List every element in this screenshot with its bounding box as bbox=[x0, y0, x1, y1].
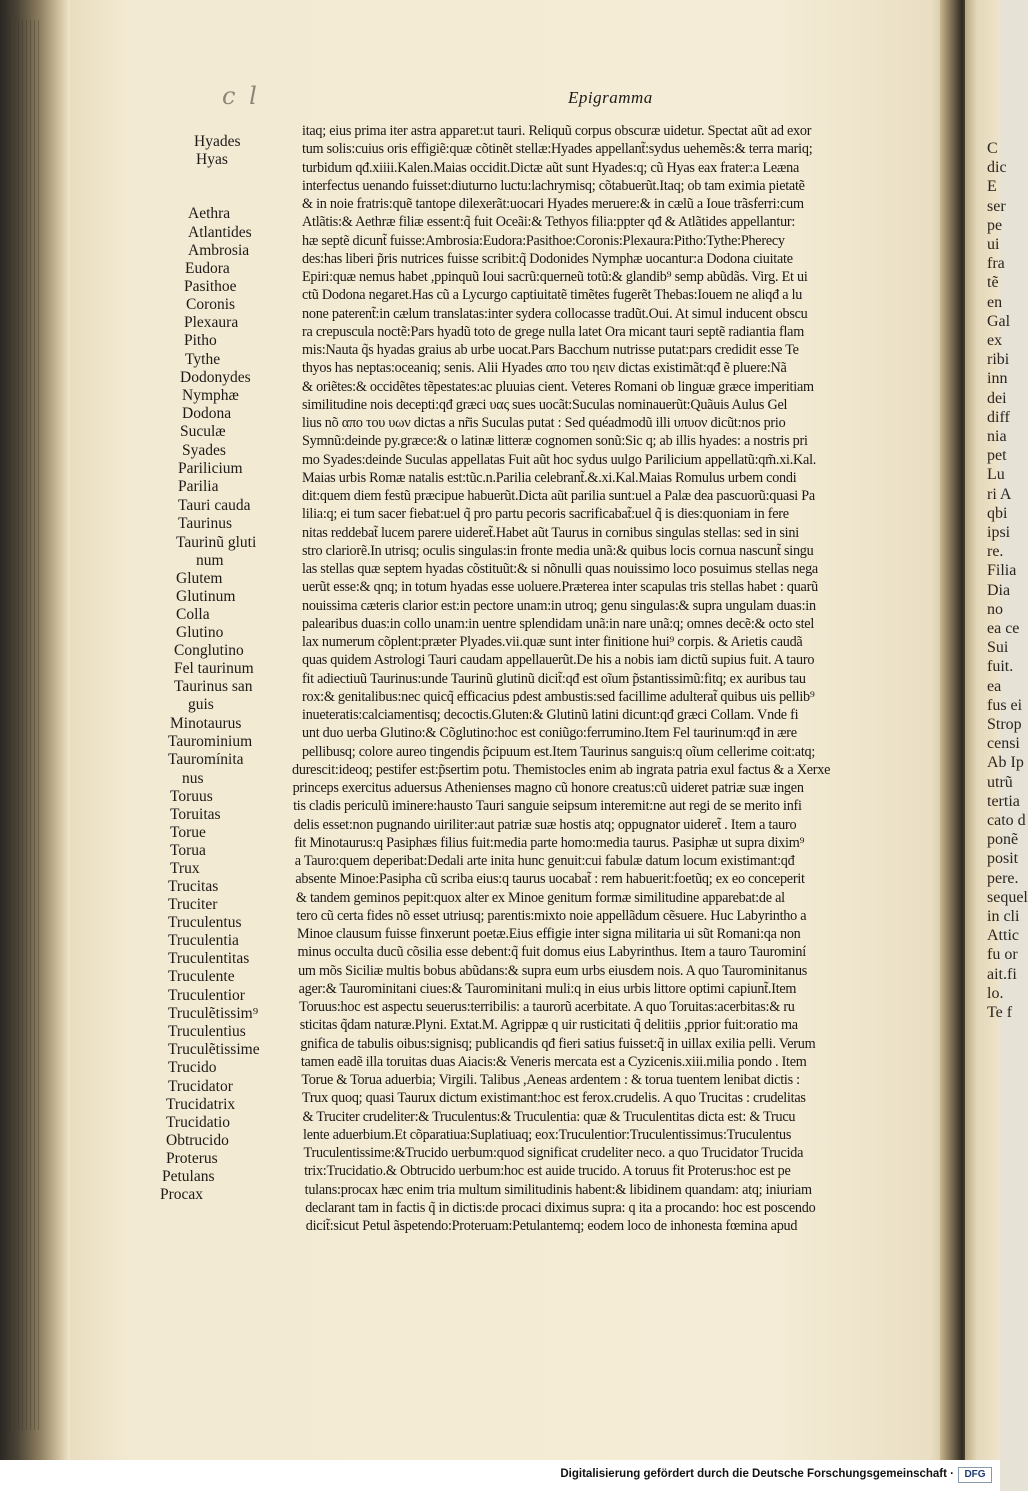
right-page-text: ponẽ bbox=[987, 831, 1019, 849]
margin-note: Tauromínita bbox=[168, 751, 244, 768]
right-page-text: re. bbox=[987, 543, 1004, 561]
page-edges bbox=[10, 20, 40, 1430]
footer-bar bbox=[0, 1460, 1000, 1491]
body-line: & tandem geminos pepit:quox alter ex Minoe genitum formæ similitudine apparebat:de al bbox=[295, 889, 785, 906]
body-line: nouissima cæteris clarior est:in pectore unam:in utroq; genu singulas:& supra ungulam duas:in bbox=[302, 597, 816, 614]
margin-note: Suculæ bbox=[180, 423, 226, 440]
right-page-text: sequel bbox=[987, 888, 1028, 906]
right-page-text: tẽ bbox=[987, 274, 999, 292]
body-line: tum solis:cuius oris effigiẽ:quæ cõtinẽt stellæ:Hyades appellant̃:sydus uehemẽs:& terra mariq; bbox=[302, 141, 813, 158]
right-page-text: pet bbox=[987, 447, 1007, 465]
right-page-text: dei bbox=[987, 389, 1007, 407]
body-line: quas quidem Astrologi Tauri caudam appellauerũt.De his a nobis iam dictũ supius fuit. A tauro bbox=[302, 652, 815, 669]
body-line: & in noie fratris:quẽ tantope dilexerãt:uocari Hyades meruere:& in cælũ a Ioue trãsferri:cum bbox=[302, 196, 804, 212]
right-page-text: diff bbox=[987, 408, 1010, 426]
body-line: um mõs Siciliæ multis bobus abũdans:& supra eum urbs eiusdem nois. A quo Taurominitanus bbox=[298, 962, 808, 979]
margin-note: Coronis bbox=[186, 296, 236, 313]
right-page-text: nia bbox=[987, 428, 1007, 445]
body-line: similitudine nois decepti:qđ græci υας sues uocãt:Suculas nominauerũt:Quãuis Aulus Gel bbox=[302, 396, 788, 413]
margin-note: Toruus bbox=[170, 788, 213, 805]
body-line: delis esset:non pugnando uiriliter:aut patriæ suæ hostis atq; oppugnator uideret̃ . Item a tauro bbox=[293, 816, 797, 833]
left-book-edge bbox=[0, 0, 70, 1460]
right-page-text: ea ce bbox=[987, 620, 1020, 637]
body-line: lente aduerbium.Et cõparatiua:Suplatiuaq; eox:Truculentior:Truculentissimus:Truculentus bbox=[303, 1126, 792, 1143]
right-page-text: ait.fi bbox=[987, 965, 1017, 983]
body-line: a Tauro:quem deperibat:Dedali arte inita hunc genuit:cui fabulæ datum locum existimant:qđ bbox=[294, 853, 795, 869]
margin-note: Truciter bbox=[168, 896, 218, 913]
margin-note: Truculente bbox=[168, 968, 235, 985]
body-line: fit adiectiuũ Taurinus:unde Taurinũ glutinũ dicit̃:qđ est oĩum p̃stantissimũ:fitq; ex auribus tau bbox=[302, 670, 806, 687]
right-page-text: Strop bbox=[987, 716, 1022, 733]
right-page-text: qbi bbox=[987, 504, 1008, 522]
right-page-text: Dia bbox=[987, 581, 1011, 599]
margin-note: Glutinum bbox=[176, 588, 236, 605]
margin-note: Pitho bbox=[184, 332, 217, 349]
margin-note: Torua bbox=[170, 842, 206, 859]
margin-note: Conglutino bbox=[174, 642, 244, 659]
body-line: las stellas quæ septem hyadas cõstituũt:& si nõnulli quas nouissimo loco posuimus stellas nega bbox=[302, 561, 818, 577]
margin-note: Tauri cauda bbox=[178, 497, 251, 514]
body-line: & Truciter crudeliter:& Truculentus:& Truculentia: quæ & Truculentitas dicta est: & Trucu bbox=[302, 1108, 796, 1125]
margin-note: Trucido bbox=[168, 1059, 217, 1076]
margin-note: Glutem bbox=[176, 570, 223, 587]
margin-note: Toruitas bbox=[170, 806, 221, 823]
body-line: minus occulta ducũ cõsilia esse debent:q̃ fuit domus eius Labyrinthus. Item a tauro Taurominí bbox=[297, 944, 806, 961]
right-page-text: E bbox=[987, 178, 997, 196]
margin-note: Trucidatio bbox=[166, 1114, 231, 1131]
body-line: fit Minotaurus:q Pasiphæs filius fuit:media parte homo:media taurus. Pasiphæ ut supra dixim⁹ bbox=[294, 834, 805, 851]
body-line: trix:Trucidatio.& Obtrucido uerbum:hoc est auide trucido. A toruus fit Proterus:hoc est pe bbox=[304, 1163, 791, 1180]
body-line: lax numerum cõplent:præter Plyades.vii.quæ sunt inter finitione hui⁹ corpis. & Arietis caudã bbox=[302, 634, 803, 650]
body-line: tulans:procax hæc enim tria multum similitudinis habent:& libidinem quandam: atq; iniuriam bbox=[304, 1181, 812, 1198]
body-line: Epiri:quæ nemus habet ,ppinquũ Ioui sacrũ:querneũ totũ:& glandib⁹ semp abũdãs. Virg. Et ui bbox=[302, 269, 808, 285]
body-line: inueteratis:calciamentisq; decoctis.Gluten:& Glutinũ latini dicunt:qđ græci Collam. Vnde fi bbox=[302, 707, 799, 723]
right-page-text: ipsi bbox=[987, 524, 1011, 541]
margin-note: Hyades bbox=[194, 133, 241, 150]
margin-note: Taurinũ gluti bbox=[176, 534, 257, 551]
margin-note: Trucidator bbox=[168, 1078, 233, 1095]
body-line: none paterent̃:in cælum translatas:inter sydera collocasse tradũt.Oui. At simul inducent obscu bbox=[302, 305, 808, 322]
body-line: Trux quoq; quasi Taurux dictum existimant:hoc est ferox.crudelis. A quo Trucitas : crudelitas bbox=[301, 1090, 806, 1107]
margin-note: Procax bbox=[160, 1186, 204, 1203]
body-line: tis cladis periculũ iminere:hausto Tauri sanguie seipsum interemit:ne aut regi de se merito infi bbox=[293, 798, 802, 815]
body-line: uerũt esse:& qnq; in totum hyadas esse uoluere.Præterea inter scapulas tris stellas habet : quarũ bbox=[302, 579, 818, 596]
right-page-text: in cli bbox=[987, 908, 1020, 925]
right-page-text: Attic bbox=[987, 927, 1019, 945]
body-line: Maias urbis Romæ natalis est:tũc.n.Parilia celebrant̃.&.xi.Kal.Maias Romulus urbem condi bbox=[302, 469, 797, 486]
body-line: Atlãtis:& Aethræ filiæ essent:q̃ fuit Oceãi:& Tethyos filia:ppter qđ & Atlãtides appellantur: bbox=[302, 214, 796, 231]
margin-note: Taurinus san bbox=[174, 678, 253, 695]
margin-note: Colla bbox=[176, 606, 210, 623]
body-line: & oriẽtes:& occidẽtes tẽpestates:ac pluuias cient. Veteres Romani ob linguæ græce imperitiam bbox=[302, 378, 814, 395]
body-line: unt duo uerba Glutino:& Cõglutino:hoc est coniũgo:ferrumino.Item Fel taurinum:qđ in ære bbox=[302, 725, 797, 742]
margin-note: Trucidatrix bbox=[166, 1096, 236, 1113]
margin-note: Parilia bbox=[178, 478, 219, 495]
body-line: princeps exercitus aduersus Athenienses magno cũ honore creatus:cũ uideret patriæ suæ ingen bbox=[292, 780, 804, 796]
running-header: Epigramma bbox=[568, 88, 653, 107]
right-page-text: fu or bbox=[987, 946, 1018, 964]
margin-note: Ambrosia bbox=[188, 242, 250, 259]
margin-note: Plexaura bbox=[184, 314, 239, 331]
margin-note: Syades bbox=[182, 442, 226, 459]
right-page-text: utrũ bbox=[987, 773, 1013, 791]
body-line: ctũ Dodona negaret.Has cũ a Lycurgo captiuitatẽ timẽtes fugerẽt Thebas:Iouem ne aliqđ a lu bbox=[302, 287, 803, 304]
margin-note: Truculẽtissime bbox=[168, 1041, 260, 1058]
body-line: palearibus duas:in collo unam:in uentre splendidam unã:in nare unã:q; omnes decẽ:& octo stel bbox=[302, 615, 815, 632]
right-page-text: ribi bbox=[987, 351, 1010, 369]
right-page-text: censi bbox=[987, 735, 1020, 753]
margin-note: Parilicium bbox=[178, 460, 243, 477]
body-line: Torue & Torua aduerbia; Virgili. Talibus ,Aeneas ardentem : & torua tuentem lenibat dictis : bbox=[301, 1072, 800, 1088]
right-page-text: ui bbox=[987, 236, 1000, 253]
margin-note: Minotaurus bbox=[170, 715, 242, 732]
body-line: Minoe clausum fuisse finxerunt poetæ.Eius effigie inter signa militaria ui sũt Romani:qa non bbox=[296, 926, 801, 942]
right-page-text: lo. bbox=[987, 984, 1004, 1002]
margin-note: Petulans bbox=[162, 1168, 215, 1185]
margin-note: Trux bbox=[170, 860, 200, 877]
margin-note: Dodona bbox=[182, 405, 232, 422]
body-line: rox:& genitalibus:nec quicq̃ efficacius pdest ambustis:sed facillime adulterat̃ quibus uis pellib⁹ bbox=[302, 688, 815, 705]
margin-note: Torue bbox=[170, 824, 206, 841]
body-line: gnifica de tabulis oibus:signisq; publicandis qđ fieri satius fuisset:q̃ in uillax exilia pelli. Verum bbox=[300, 1035, 816, 1052]
body-line: mo Syades:deinde Suculas appellatas Fuit aũt hoc sydus uulgo Parilicium appellatũ:qm̃.xi.Kal. bbox=[302, 451, 817, 468]
margin-note: Tythe bbox=[185, 351, 221, 368]
margin-note: Obtrucido bbox=[166, 1132, 229, 1149]
body-line: ager:& Taurominitani ciues:& Taurominitani muli:q in eius urbis littore optimi capiunt̃.Item bbox=[298, 980, 797, 997]
right-page-text: no bbox=[987, 600, 1003, 618]
margin-note: guis bbox=[188, 696, 214, 713]
body-line: Symnũ:deinde py.græce:& o latinæ litteræ cognomen sonũ:Sic q; ab illis hyades: a nostris pri bbox=[302, 433, 808, 450]
margin-note: Hyas bbox=[196, 151, 228, 168]
right-page-text: C bbox=[987, 140, 998, 157]
right-page-text: Gal bbox=[987, 312, 1011, 330]
right-page-text: dic bbox=[987, 159, 1007, 177]
body-line: tamen eadẽ illa toruitas duas Aiacis:& Veneris mercata est a Cyzicenis.xiii.milia pondo . Item bbox=[300, 1053, 807, 1070]
body-line: des:has liberi p̃ris nutrices fuisse scribit:q̃ Dodonides Nymphæ uocantur:a Dodona ciuitate bbox=[302, 250, 793, 267]
right-page-text: fra bbox=[987, 255, 1005, 273]
body-line: durescit:ideoq; pestifer est:p̃sertim potu. Themistocles enim ab ingrata patria exul factus & a Xerxe bbox=[292, 761, 831, 778]
body-line: Toruus:hoc est aspectu seuerus:terribilis: a taurorũ acerbitate. A quo Toruitas:acerbitas:& ru bbox=[299, 999, 795, 1015]
right-page-text: cato d bbox=[987, 812, 1026, 829]
margin-note: Fel taurinum bbox=[174, 660, 254, 677]
right-page-text: Te f bbox=[987, 1004, 1013, 1021]
pencil-mark: c l bbox=[222, 82, 260, 110]
right-page-text: Ab Ip bbox=[987, 754, 1024, 772]
margin-note: Truculentus bbox=[168, 914, 242, 931]
body-line: Truculentissime:&Trucido uerbum:quod significat crudeliter neco. a quo Trucidator Trucida bbox=[303, 1145, 804, 1161]
right-page-text: ri A bbox=[987, 485, 1012, 503]
body-line: interfectus uenando fuisset:diuturno luctu:lachrymisq; cõtabuerũt.Itaq; ob tam eximia pietatẽ bbox=[302, 177, 805, 194]
body-line: stro clariorẽ.In utrisq; oculis singulas:in fronte media unã:& quibus locis cornua nascunt̃ singu bbox=[302, 542, 814, 559]
margin-note: Truculẽtissim⁹ bbox=[168, 1005, 259, 1022]
right-page-text: Filia bbox=[987, 562, 1017, 580]
right-page-text: Sui bbox=[987, 639, 1009, 657]
body-line: hæ septẽ dicunt̃ fuisse:Ambrosia:Eudora:Pasithoe:Coronis:Plexaura:Pitho:Tythe:Pherecy bbox=[302, 232, 785, 249]
right-page-text: ser bbox=[987, 197, 1006, 215]
right-page-text: fuit. bbox=[987, 658, 1014, 676]
margin-note: num bbox=[196, 552, 224, 569]
margin-note: Atlantides bbox=[188, 224, 252, 241]
margin-note: Taurinus bbox=[178, 515, 233, 532]
body-line: tero cũ certa fides nõ esset utriusq; parentis:mixto noie appellãdum cẽsuere. Huc Labyrintho a bbox=[296, 907, 807, 924]
right-page-text: Lu bbox=[987, 466, 1005, 484]
margin-note: Truculentitas bbox=[168, 950, 250, 967]
right-page-text: ea bbox=[987, 677, 1002, 695]
right-page-text: pe bbox=[987, 216, 1003, 234]
right-page-text: inn bbox=[987, 370, 1008, 388]
body-line: dit:quem diem festũ præcipue habuerũt.Dicta aũt parilia sunt:uel a Palæ dea pascuorũ:quasi Pa bbox=[302, 488, 815, 504]
right-page-text: en bbox=[987, 293, 1003, 311]
margin-note: Taurominium bbox=[168, 733, 253, 750]
body-line: dicit̃:sicut Petul ãspetendo:Proteruam:Petulantemq; eodem loco de inhonesta fœmina apud bbox=[305, 1218, 798, 1234]
margin-note: nus bbox=[182, 770, 204, 787]
margin-note: Dodonydes bbox=[180, 369, 251, 386]
body-line: absente Minoe:Pasipha cũ scriba eius:q taurus uocabat̃ : rem habuerit:foetũq; ex eo conceperit bbox=[295, 871, 805, 888]
body-line: pellibusq; colore aureo tingendis p̃cipuum est.Item Taurinus sanguis:q oĩum cellerime coit:atq; bbox=[302, 743, 816, 760]
body-line: nitas reddebat̃ lucem parere uideret̃.Habet aũt Taurus in cornibus singulas stellas: sed in sini bbox=[302, 524, 799, 541]
margin-note: Eudora bbox=[185, 260, 230, 277]
body-line: lilia:q; ei tum sacer fiebat:uel q̃ pro partu pecoris sacrificabat̃:uel q̃ is dies:quoniam in fere bbox=[302, 506, 789, 523]
right-page-text: tertia bbox=[987, 792, 1020, 810]
body-line: declarant tam in factis q̃ in dictis:de procaci diximus supra: q ita a procando: hoc est poscendo bbox=[305, 1199, 816, 1216]
margin-note: Truculentia bbox=[168, 932, 239, 949]
right-page-text: pere. bbox=[987, 869, 1019, 887]
body-line: turbidum qđ.xiiii.Kalen.Maias occidit.Dictæ aũt sunt Hyades:q; cũ Hyas eax frater:a Leæna bbox=[302, 159, 800, 176]
margin-note: Aethra bbox=[188, 205, 231, 222]
margin-note: Nymphæ bbox=[182, 387, 239, 404]
margin-note: Truculentior bbox=[168, 987, 245, 1004]
right-page-text: posit bbox=[987, 850, 1019, 868]
right-page-fragment bbox=[965, 0, 1028, 1460]
body-line: thyos has neptas:oceaniq; senis. Alii Hyades απο του ηειν dictas existimãt:qđ ẽ pluere:Nã bbox=[302, 360, 787, 377]
margin-note: Pasithoe bbox=[184, 278, 237, 295]
margin-note: Glutino bbox=[176, 624, 224, 641]
margin-note: Truculentius bbox=[168, 1023, 246, 1040]
body-line: itaq; eius prima iter astra apparet:ut tauri. Reliquũ corpus obscuræ uidetur. Spectat aũt ad exor bbox=[302, 123, 812, 139]
funding-credit: Digitalisierung gefördert durch die Deutsche Forschungsgemeinschaft · bbox=[560, 1468, 954, 1480]
right-page-text: ex bbox=[987, 332, 1003, 349]
margin-note: Proterus bbox=[166, 1150, 218, 1167]
body-line: lius nõ απο του υων dictas a nr̃is Suculas putat : Sed quéadmodũ illi υπυον dicũt:nos prio bbox=[302, 415, 786, 431]
body-line: sticitas q̃dam naturæ.Plyni. Extat.M. Agrippæ q uir rusticitati q̃ delitiis ,pprior fuit:oratio ma bbox=[299, 1017, 798, 1034]
margin-note: Trucitas bbox=[168, 878, 219, 895]
dfg-logo: DFG bbox=[958, 1467, 992, 1483]
body-line: ra crepuscula noctẽ:Pars hyadũ toto de grege nulla latet Ora micant tauri septẽ radiantia flam bbox=[302, 323, 805, 340]
body-line: mis:Nauta q̃s hyadas graius ab urbe uocat.Pars Bacchum nutrisse putat:pars credidit esse Te bbox=[302, 342, 799, 358]
right-page-text: fus ei bbox=[987, 696, 1023, 714]
